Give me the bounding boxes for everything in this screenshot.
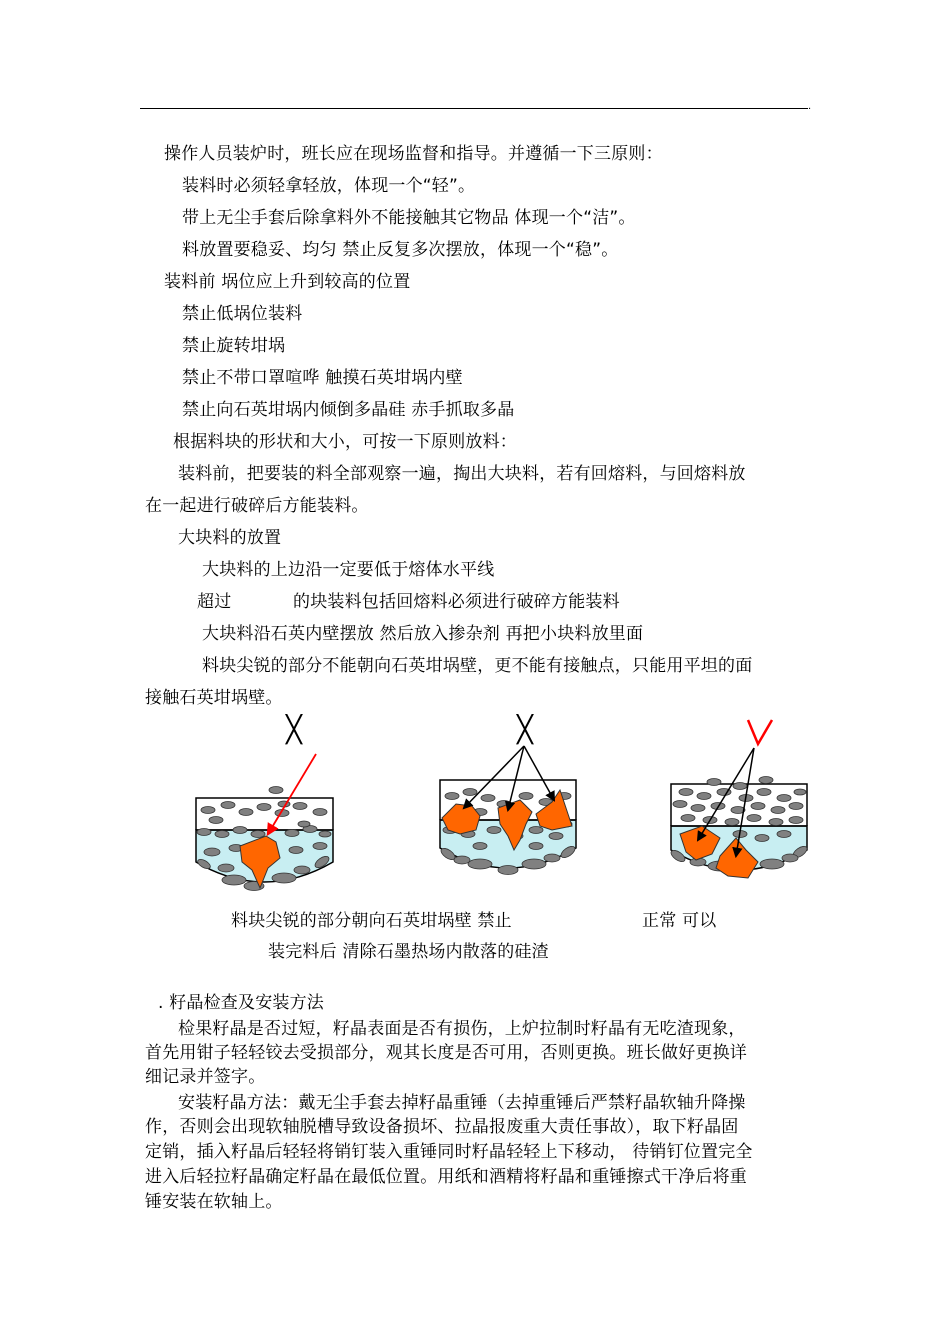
big-chunk-heading: 大块料的放置: [178, 528, 282, 548]
shape-rule-para-cont: 在一起进行破碎后方能装料。: [145, 496, 369, 516]
shape-rule-heading: 根据料块的形状和大小，可按一下原则放料：: [173, 432, 517, 452]
prohibition-pour: 禁止向石英坩埚内倾倒多晶硅 赤手抓取多晶: [182, 400, 515, 420]
figure-caption-allowed: 正常 可以: [642, 911, 717, 931]
seed-check-para-3: 细记录并签字。: [145, 1067, 266, 1087]
seed-install-para-4: 进入后轻拉籽晶确定籽晶在最低位置。用纸和酒精将籽晶和重锤擦式干净后将重: [145, 1167, 747, 1187]
cross-mark-icon: ╳: [517, 715, 533, 745]
after-loading-note: 装完料后 清除石墨热场内散落的硅渣: [268, 942, 549, 962]
seed-check-para: 检果籽晶是否过短，籽晶表面是否有损伤，上炉拉制时籽晶有无吃渣现象，: [178, 1019, 746, 1039]
shape-rule-para: 装料前，把要装的料全部观察一遍，掏出大块料，若有回熔料，与回熔料放: [178, 464, 746, 484]
big-chunk-rule-3: 大块料沿石英内壁摆放 然后放入掺杂剂 再把小块料放里面: [202, 624, 644, 644]
big-chunk-rule-2b: 的块装料包括回熔料必须进行破碎方能装料: [293, 592, 620, 612]
prohibition-mask: 禁止不带口罩喧哗 触摸石英坩埚内壁: [182, 368, 463, 388]
seed-heading: . 籽晶检查及安装方法: [158, 993, 325, 1013]
crucible-wrong-2: [439, 713, 577, 875]
crucible-loading-figure: [180, 712, 830, 902]
seed-install-para-5: 锤安装在软轴上。: [145, 1192, 283, 1212]
header-rule: [140, 108, 808, 109]
seed-install-para-3: 定销，插入籽晶后轻轻将销钉装入重锤同时籽晶轻轻上下移动， 待销钉位置完全: [145, 1142, 753, 1162]
seed-install-para: 安装籽晶方法：戴无尘手套去掉籽晶重锤（去掉重锤后严禁籽晶软轴升降操: [178, 1093, 746, 1113]
cross-mark-icon: ╳: [286, 715, 302, 745]
before-loading-heading: 装料前 埚位应上升到较高的位置: [164, 272, 411, 292]
big-chunk-rule-1: 大块料的上边沿一定要低于熔体水平线: [202, 560, 495, 580]
prohibition-rotate: 禁止旋转坩埚: [182, 336, 286, 356]
check-mark-icon: [748, 720, 772, 744]
rule-light: 装料时必须轻拿轻放，体现一个“轻”。: [182, 176, 476, 196]
big-chunk-rule-4-cont: 接触石英坩埚壁。: [145, 688, 283, 708]
rule-clean: 带上无尘手套后除拿料外不能接触其它物品 体现一个“洁”。: [182, 208, 636, 228]
header-rule-mark: .: [808, 101, 812, 112]
crucible-wrong-1: [196, 713, 333, 891]
prohibition-low-position: 禁止低埚位装料: [182, 304, 303, 324]
rule-stable: 料放置要稳妥、均匀 禁止反复多次摆放，体现一个“稳”。: [182, 240, 619, 260]
crucible-diagram: [180, 712, 830, 902]
crucible-correct: [669, 720, 809, 878]
figure-caption-prohibited: 料块尖锐的部分朝向石英坩埚壁 禁止: [231, 911, 512, 931]
intro-line: 操作人员装炉时，班长应在现场监督和指导。并遵循一下三原则：: [164, 144, 663, 164]
big-chunk-rule-2a: 超过: [197, 592, 232, 612]
seed-install-para-2: 作，否则会出现软轴脱槽导致设备损坏、拉晶报废重大责任事故），取下籽晶固: [145, 1117, 739, 1137]
big-chunk-rule-4: 料块尖锐的部分不能朝向石英坩埚壁，更不能有接触点，只能用平坦的面: [202, 656, 753, 676]
seed-check-para-2: 首先用钳子轻轻铰去受损部分，观其长度是否可用，否则更换。班长做好更换详: [145, 1043, 747, 1063]
